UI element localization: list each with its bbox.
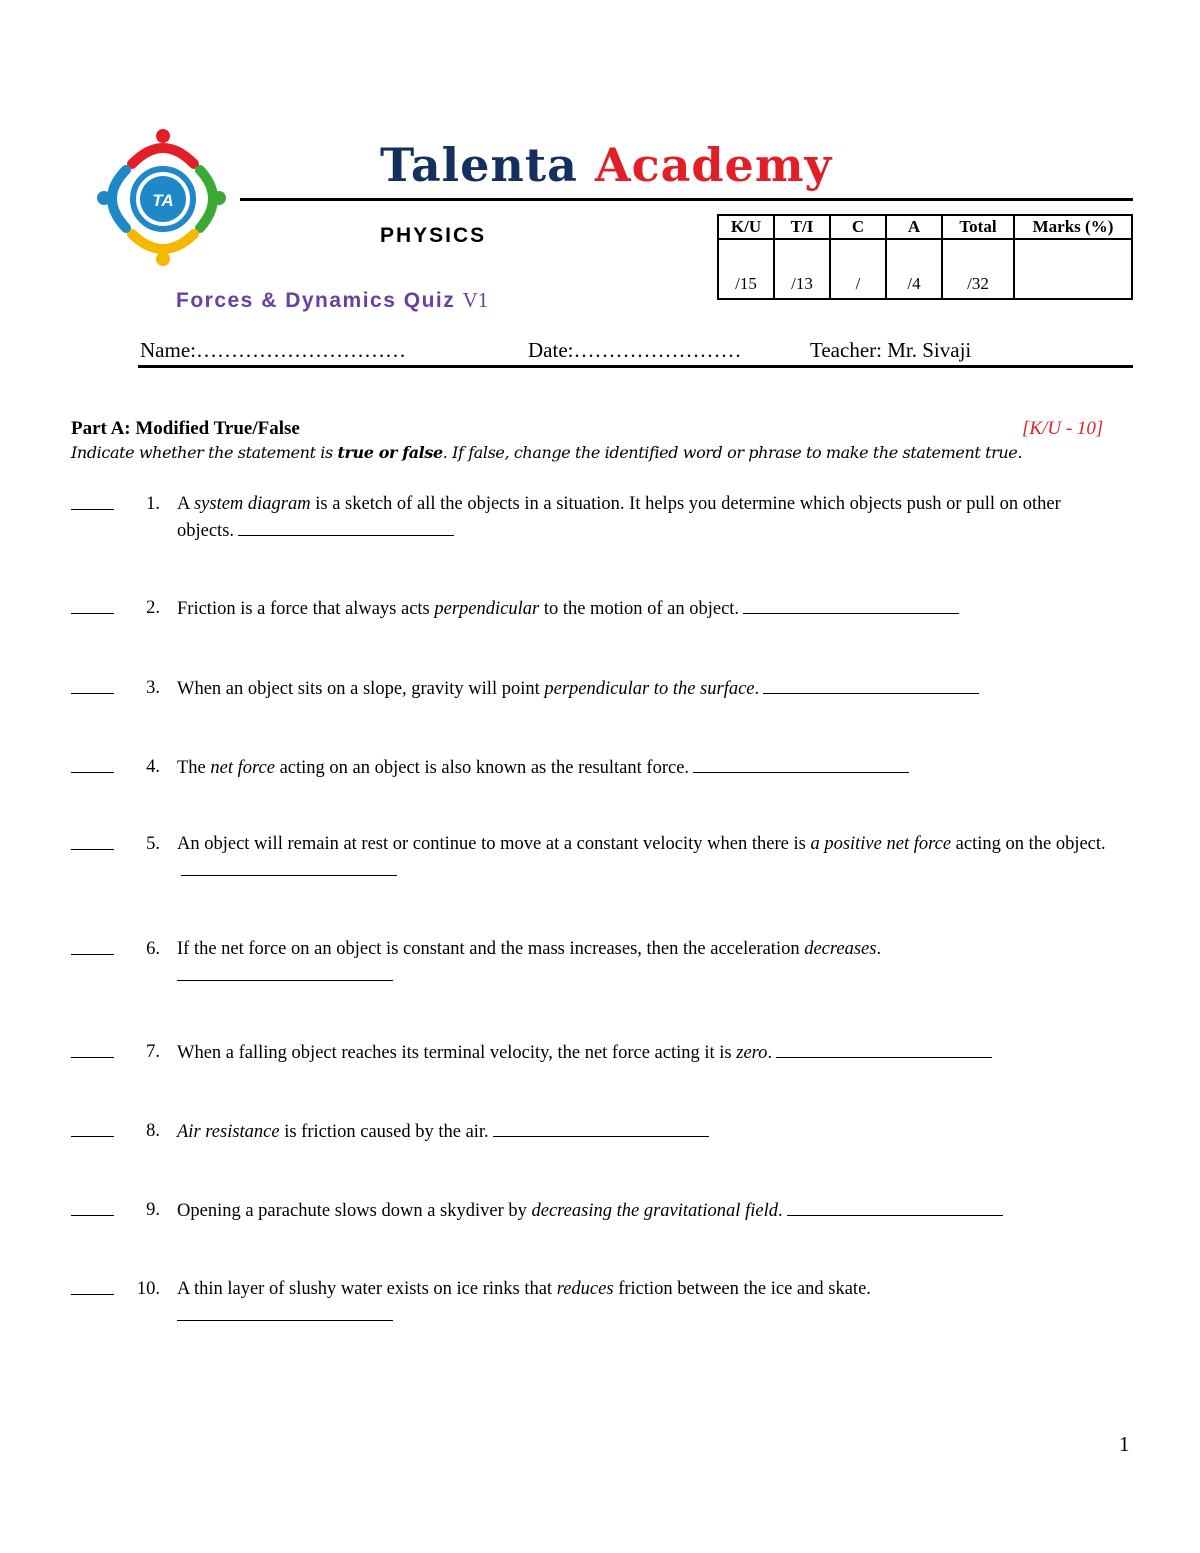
- marks-table: [717, 214, 1133, 300]
- teacher-label: Teacher: Mr. Sivaji: [810, 338, 972, 362]
- talenta-academy-logo-icon: [92, 126, 234, 268]
- marks-header-percent: Marks (%): [1014, 215, 1132, 239]
- part-a-marks: [K/U - 10]: [1022, 418, 1104, 439]
- correction-blank[interactable]: [763, 675, 979, 694]
- question-number: 2.: [146, 598, 160, 618]
- quiz-title-text: Forces & Dynamics Quiz: [176, 289, 456, 312]
- marks-header-ti: T/I: [774, 215, 830, 239]
- question-number: 4.: [146, 757, 160, 777]
- question-number: 1.: [146, 494, 160, 514]
- instructions-post: . If false, change the identified word or phrase to make the statement true.: [442, 443, 1023, 462]
- true-false-blank[interactable]: [71, 754, 114, 773]
- question-number: 8.: [146, 1121, 160, 1141]
- marks-value-a[interactable]: /4: [886, 239, 942, 299]
- part-a-instructions: [71, 443, 1022, 462]
- svg-text:TA: TA: [152, 191, 174, 210]
- marks-value-row: [718, 239, 1132, 299]
- question-text: Opening a parachute slows down a skydiver by decreasing the gravitational field.: [177, 1197, 1107, 1224]
- true-false-blank[interactable]: [71, 1276, 114, 1295]
- correction-blank[interactable]: [493, 1118, 709, 1137]
- question-number: 9.: [146, 1200, 160, 1220]
- question-number: 10.: [136, 1279, 160, 1299]
- marks-header-row: [718, 215, 1132, 239]
- quiz-title: [176, 288, 488, 313]
- true-false-blank[interactable]: [71, 1039, 114, 1058]
- correction-blank[interactable]: [177, 1302, 393, 1321]
- page-number: 1: [1119, 1432, 1130, 1456]
- true-false-blank[interactable]: [71, 491, 114, 510]
- correction-blank[interactable]: [693, 754, 909, 773]
- correction-blank[interactable]: [177, 962, 393, 981]
- question-text: Air resistance is friction caused by the air.: [177, 1118, 1107, 1145]
- correction-blank[interactable]: [181, 857, 397, 876]
- question-text: The net force acting on an object is also known as the resultant force.: [177, 754, 1107, 781]
- marks-header-ku: K/U: [718, 215, 774, 239]
- marks-value-total[interactable]: /32: [942, 239, 1014, 299]
- school-name: [380, 138, 940, 198]
- part-a-title: Part A: Modified True/False: [71, 418, 300, 439]
- true-false-blank[interactable]: [71, 1118, 114, 1137]
- info-rule: [138, 365, 1133, 368]
- correction-blank[interactable]: [238, 517, 454, 536]
- marks-value-ku[interactable]: /15: [718, 239, 774, 299]
- true-false-blank[interactable]: [71, 936, 114, 955]
- question-number: 5.: [146, 834, 160, 854]
- subject-label: PHYSICS: [380, 224, 487, 247]
- name-field[interactable]: Name:…………………………: [140, 338, 406, 362]
- true-false-blank[interactable]: [71, 1197, 114, 1216]
- question-text: When an object sits on a slope, gravity will point perpendicular to the surface.: [177, 675, 1107, 702]
- true-false-blank[interactable]: [71, 675, 114, 694]
- instructions-pre: Indicate whether the statement is: [71, 443, 338, 462]
- correction-blank[interactable]: [776, 1039, 992, 1058]
- school-name-part1: Talenta: [380, 138, 578, 192]
- school-name-part2: Academy: [594, 138, 833, 192]
- question-text: A thin layer of slushy water exists on ice rinks that reduces friction between the ice and skate.: [177, 1276, 1107, 1329]
- true-false-blank[interactable]: [71, 831, 114, 850]
- question-text: A system diagram is a sketch of all the objects in a situation. It helps you determine which objects push or pull on other objects.: [177, 494, 1061, 541]
- true-false-blank[interactable]: [71, 595, 114, 614]
- question-number: 6.: [146, 939, 160, 959]
- instructions-bold: true or false: [337, 443, 443, 462]
- marks-value-percent[interactable]: [1014, 239, 1132, 299]
- marks-value-ti[interactable]: /13: [774, 239, 830, 299]
- marks-value-c[interactable]: /: [830, 239, 886, 299]
- marks-header-c: C: [830, 215, 886, 239]
- marks-header-a: A: [886, 215, 942, 239]
- question-text: When a falling object reaches its terminal velocity, the net force acting it is zero.: [177, 1039, 1107, 1066]
- correction-blank[interactable]: [743, 595, 959, 614]
- question-text: An object will remain at rest or continue to move at a constant velocity when there is a positive net force acting on the object.: [177, 831, 1107, 884]
- correction-blank[interactable]: [787, 1197, 1003, 1216]
- question-number: 3.: [146, 678, 160, 698]
- header-rule: [240, 198, 1133, 201]
- question-text: Friction is a force that always acts perpendicular to the motion of an object.: [177, 595, 1107, 622]
- quiz-version: V1: [462, 288, 489, 312]
- question-text: If the net force on an object is constant and the mass increases, then the acceleration decreases.: [177, 936, 1107, 989]
- question-number: 7.: [146, 1042, 160, 1062]
- marks-header-total: Total: [942, 215, 1014, 239]
- date-field[interactable]: Date:……………………: [528, 338, 742, 362]
